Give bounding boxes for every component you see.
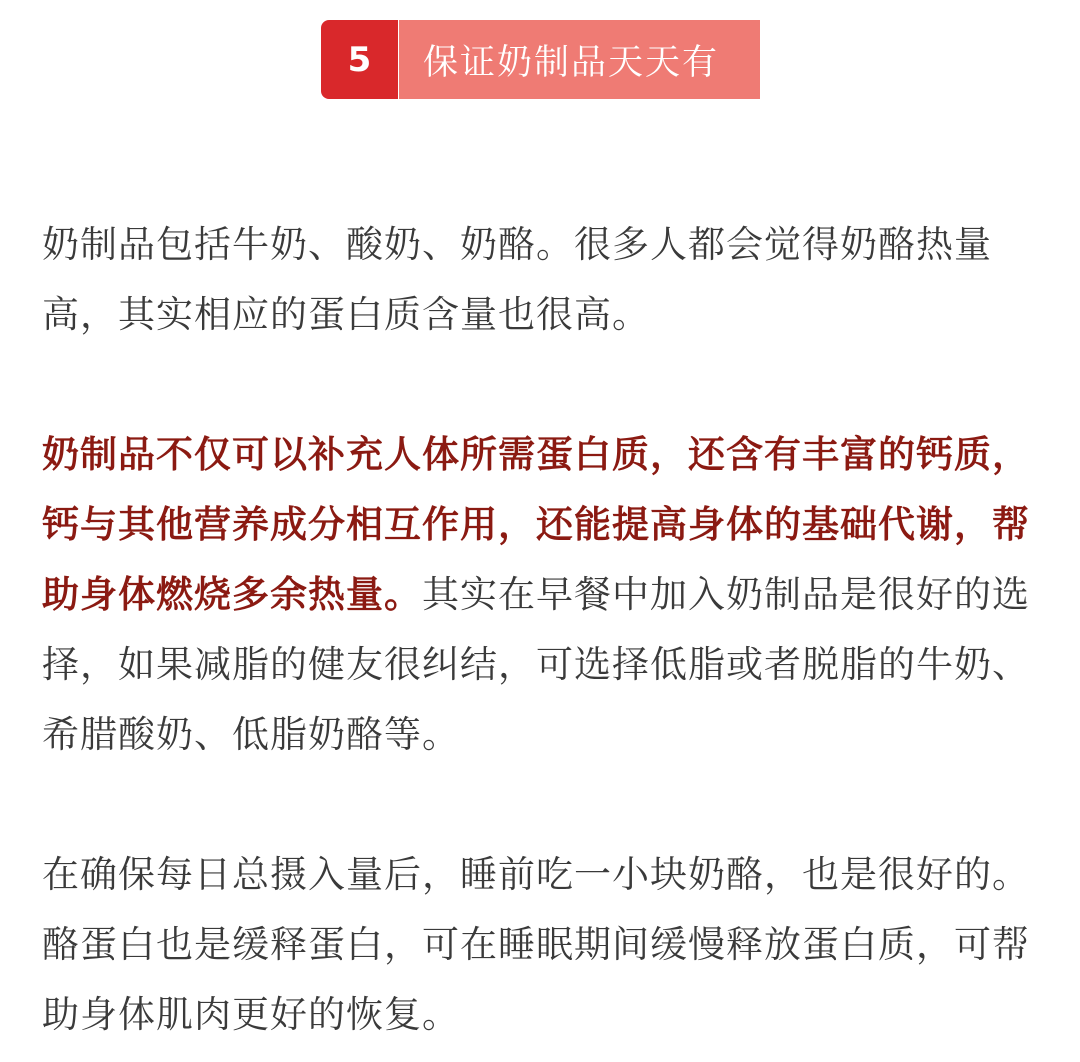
- paragraph-dairy-intro: 奶制品包括牛奶、酸奶、奶酪。很多人都会觉得奶酪热量高，其实相应的蛋白质含量也很高。: [42, 223, 992, 336]
- paragraph-text: 其实在早餐中加入奶制品是很好的选择，如果减脂的健友很纠结，可选择低脂或者脱脂的牛奶、希腊酸奶、低脂奶酪等。: [42, 573, 1030, 756]
- section-header: [321, 20, 760, 99]
- article-body: [42, 210, 1042, 1050]
- section-title: 保证奶制品天天有: [399, 20, 760, 99]
- paragraph-dairy-benefits: [42, 420, 1042, 770]
- section-number-badge: 5: [321, 20, 398, 99]
- paragraph-cheese-before-sleep: 在确保每日总摄入量后，睡前吃一小块奶酪，也是很好的。酪蛋白也是缓释蛋白，可在睡眠期间缓慢释放蛋白质，可帮助身体肌肉更好的恢复。: [42, 853, 1030, 1036]
- highlighted-text: 奶制品不仅可以补充人体所需蛋白质，还含有丰富的钙质，钙与其他营养成分相互作用，还能提高身体的基础代谢，帮助身体燃烧多余热量。: [42, 433, 1030, 616]
